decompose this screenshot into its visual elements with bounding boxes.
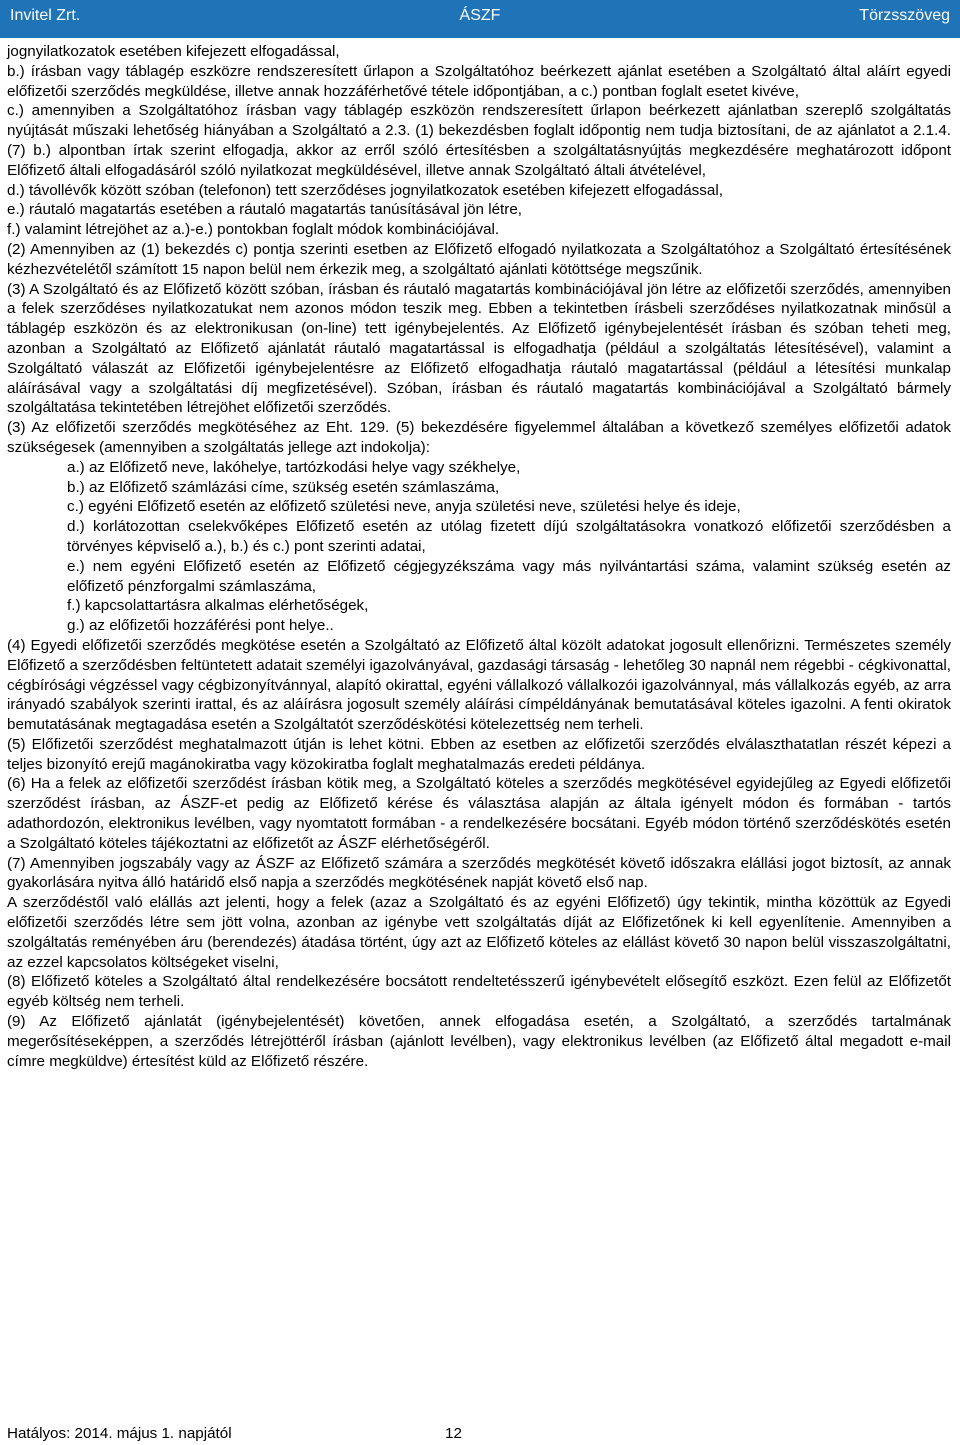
paragraph: b.) írásban vagy táblagép eszközre rendszeresített űrlapon a Szolgáltatóhoz beérkezett ajánlat esetében a Szolgáltató által aláírt egyedi előfizetői szerződés megküldése, illetve annak hozzáférhetővé tétele időpontjában, a c.) pontban foglalt esetet kivéve,	[7, 62, 951, 100]
paragraph: (9) Az Előfizető ajánlatát (igénybejelentését) követően, annek elfogadása esetén, a Szolgáltató, a szerződés tartalmának megerősítéseképpen, a szerződés létrejöttéről írásban (ajánlott levélben), vagy elektronikus levélben (az Előfizető által megadott e-mail címre megküldve) értesítést küld az Előfizető részére.	[7, 1013, 951, 1070]
paragraph: (5) Előfizetői szerződést meghatalmazott útján is lehet kötni. Ebben az esetben az előfizetői szerződés elválaszthatatlan részét képezi a teljes bizonyító erejű magánokiratba vagy közokiratba foglalt meghatalmazás eredeti példánya.	[7, 735, 951, 773]
list-item: b.) az Előfizető számlázási címe, szükség esetén számlaszáma,	[67, 478, 500, 496]
list-item: g.) az előfizetői hozzáférési pont helye..	[67, 617, 334, 635]
header-center-title: ÁSZF	[459, 7, 501, 24]
paragraph: d.) távollévők között szóban (telefonon) tett szerződéses jognyilatkozatok esetében kifejezett elfogadással,	[7, 181, 723, 199]
header-company: Invitel Zrt.	[10, 7, 81, 24]
paragraph: A szerződéstől való elállás azt jelenti, hogy a felek (azaz a Szolgáltató és az egyéni Előfizető) úgy tekintik, mintha közöttük az Egyedi előfizetői szerződés létre sem jött volna, azonban az igénybe vett szolgáltatás díját az Előfizetőnek ki kell egyenlítenie. Amennyiben a szolgáltatás reményében áru (berendezés) átadása történt, úgy azt az Előfizető köteles az elállást követő 30 napon belül visszaszolgáltatni, az ezzel kapcsolatos költségeket viselni,	[7, 894, 951, 971]
paragraph: (6) Ha a felek az előfizetői szerződést írásban kötik meg, a Szolgáltató köteles a szerződés megkötésével egyidejűleg az Egyedi előfizetői szerződést írásban, az ÁSZF-et pedig az Előfizető kérése és választása alapján az általa igényelt módon és formában - tartós adathordozón, elektronikus levélben, vagy nyomtatott formában - a rendelkezésére bocsátani. Egyéb módon történő szerződéskötés esetén a Szolgáltató köteles tájékoztatni az előfizetőt az ÁSZF elérhetőségéről.	[7, 775, 951, 852]
paragraph: c.) amennyiben a Szolgáltatóhoz írásban vagy táblagép eszközön rendszeresített űrlapon beérkezett ajánlatban szereplő szolgáltatás nyújtását műszaki lehetőség hiányában a Szolgáltató a 2.3. (1) bekezdésben foglalt időpontig nem tudja biztosítani, de az ajánlatot a 2.1.4. (7) b.) alpontban írtak szerint elfogadja, akkor az erről szóló értesítésben a szolgáltatásnyújtás megkezdésére meghatározott időpont Előfizető általi elfogadásáról szóló nyilatkozat megküldésével, illetve annak Szolgáltató általi átvételével,	[7, 102, 951, 179]
list-item: d.) korlátozottan cselekvőképes Előfizető esetén az utólag fizetett díjú szolgáltatásokra vonatkozó előfizetői szerződésben a törvényes képviselő a.), b.) és c.) pont szerinti adatai,	[67, 518, 951, 555]
paragraph: f.) valamint létrejöhet az a.)-e.) pontokban foglalt módok kombinációjával.	[7, 221, 500, 239]
list-item: e.) nem egyéni Előfizető esetén az Előfizető cégjegyzékszáma vagy más nyilvántartási száma, valamint szükség esetén az előfizető pénzforgalmi számlaszáma,	[67, 557, 951, 595]
paragraph: jognyilatkozatok esetében kifejezett elfogadással,	[7, 43, 340, 60]
list-item: a.) az Előfizető neve, lakóhelye, tartózkodási helye vagy székhelye,	[67, 458, 521, 476]
header-section: Törzsszöveg	[859, 7, 950, 24]
paragraph: (2) Amennyiben az (1) bekezdés c) pontja szerinti esetben az Előfizető elfogadó nyilatkozata a Szolgáltatóhoz a Szolgáltató értesítésének kézhezvételétől számított 15 napon belül nem érkezik meg, a szolgáltató ajánlati kötöttsége megszűnik.	[7, 240, 951, 278]
list-item: f.) kapcsolattartásra alkalmas elérhetőségek,	[67, 597, 369, 615]
paragraph: (8) Előfizető köteles a Szolgáltató által rendelkezésére bocsátott rendeltetésszerű igénybevételt elősegítő eszközt. Ezen felül az Előfizetőt egyéb költség nem terheli.	[7, 973, 951, 1011]
page-number: 12	[445, 1425, 462, 1442]
paragraph: e.) ráutaló magatartás esetében a ráutaló magatartás tanúsításával jön létre,	[7, 201, 522, 219]
document-body	[7, 42, 951, 1071]
paragraph: (3) A Szolgáltató és az Előfizető között szóban, írásban és ráutaló magatartás kombinációjával jön létre az előfizetői szerződés, amennyiben a felek szerződéses nyilatkozatukat nem azonos módon teszik meg. Ebben a tekintetben írásbeli szerződéses nyilatkozatnak minősül a táblagép eszközön és az elektronikusan (on-line) tett igénybejelentés. Az Előfizető igénybejelentését írásban és szóban teheti meg, azonban a Szolgáltató az Előfizető ajánlatát ráutaló magatartással is elfogadhatja (például a szolgáltatás létesítésével), valamint a Szolgáltató válaszát az Előfizetői igénybejelentésre az Előfizető elfogadhatja ráutaló magatartással (például a létesítési munkalap aláírásával vagy a szolgáltatási díj megfizetésével). Szóban, írásban és ráutaló magatartás kombinációjával a Szolgáltató bármely szolgáltatása tekintetében létrejöhet előfizetői szerződés.	[7, 280, 951, 417]
paragraph: (4) Egyedi előfizetői szerződés megkötése esetén a Szolgáltató az Előfizető által közölt adatokat jogosult ellenőrizni. Természetes személy Előfizető a szerződésben feltüntetett adatait személyi igazolványával, gazdasági társaság - lehetőleg 30 napnál nem régebbi - cégkivonattal, cégbírósági végzéssel vagy cégbizonyítvánnyal, alapító okirattal, egyéni vállalkozó vállalkozói igazolvánnyal, más vállalkozás egyéb, az arra irányadó szabályok szerinti irattal, és az aláírásra jogosult személy aláírási címpéldányának bemutatásával köteles igazolni. A fenti okiratok bemutatásának megtagadása esetén a Szolgáltatót szerződéskötési kötelezettség nem terheli.	[7, 636, 951, 734]
paragraph: (3) Az előfizetői szerződés megkötéséhez az Eht. 129. (5) bekezdésére figyelemmel általában a következő személyes előfizetői adatok szükségesek (amennyiben a szolgáltatás jellege azt indokolja):	[7, 419, 951, 456]
footer-effective-date: Hatályos: 2014. május 1. napjától	[7, 1425, 232, 1442]
list-item: c.) egyéni Előfizető esetén az előfizető születési neve, anyja születési neve, születési helye és ideje,	[67, 498, 741, 516]
paragraph: (7) Amennyiben jogszabály vagy az ÁSZF az Előfizető számára a szerződés megkötését követő időszakra elállási jogot biztosít, az annak gyakorlására nyitva álló határidő első napja a szerződés megkötésének napját követő első nap.	[7, 854, 951, 892]
page-header	[0, 0, 960, 38]
